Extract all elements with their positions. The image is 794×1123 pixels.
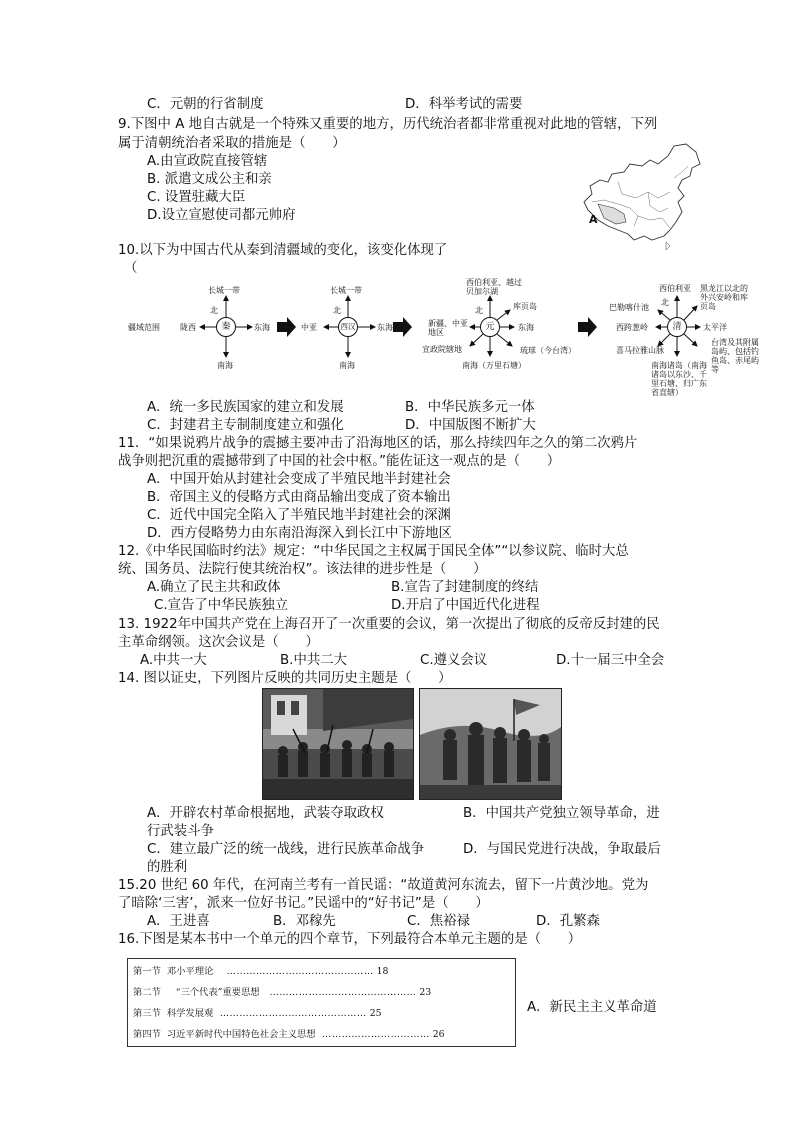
q10-option-a: A．统一多民族国家的建立和发展 [147,400,344,415]
q14-option-b: B．中国共产党独立领导革命，进 [463,806,660,821]
yuan-west-label: 新疆、中亚地区 [428,319,468,337]
q15-option-c: C．焦裕禄 [407,914,470,929]
qin-west-label: 陇西 [180,323,196,332]
q12-stem-line2: 统、国务员、法院行使其统治权”。该法律的进步性是（ ） [118,562,487,577]
qin-north-label: 长城一带 [208,286,240,295]
han-north-arrow: 北 [333,306,341,315]
diagram-row-label: 疆域范围 [128,323,160,332]
q11-stem-line2: 战争则把沉重的震撼带到了中国的社会中枢。”能佐证这一观点的是（ ） [118,454,561,469]
toc-page: 18 [376,966,389,977]
q14-option-c: C．建立最广泛的统一战线，进行民族革命战争 [147,842,425,857]
qing-southwest-label: 喜马拉雅山脉 [616,346,664,355]
qing-northwest-label: 巴勒喀什池 [609,303,649,312]
q13-stem-line2: 主革命纲领。这次会议是（ ） [118,635,319,650]
q14-option-b-cont: 行武装斗争 [147,824,214,839]
q14-option-d: D．与国民党进行决战，争取最后 [463,842,661,857]
q12-option-c: C.宣告了中华民族独立 [154,598,289,613]
toc-row-4: 第四节 习近平新时代中国特色社会主义思想 …………………………… 26 [133,1029,445,1040]
q9-option-d: D.设立宣慰使司都元帅府 [147,208,296,223]
q15-stem-line2: 了暗除‘三害’，派来一位好书记。”民谣中的“好书记”是（ ） [118,896,489,911]
yuan-northeast-label: 库页岛 [513,302,537,311]
q14-stem: 14. 图以证史，下列图片反映的共同历史主题是（ ） [118,671,452,686]
han-north-label: 长城一带 [330,286,362,295]
q10-option-d: D．中国版图不断扩大 [405,418,536,433]
toc-page: 25 [369,1008,382,1019]
yuan-southeast-label: 琉球（今台湾） [520,346,576,355]
qing-node: 清 [667,317,687,337]
toc-row-2: 第二节 “三个代表”重要思想 ……………………………………… 23 [133,987,432,998]
q15-option-d: D．孔繁森 [536,914,600,929]
qing-west-label: 西跨葱岭 [616,323,648,332]
qing-south-label: 南海诸岛（南海诸岛以东沙、千里石塘、归广东省直辖） [651,361,707,397]
han-node: 西汉 [338,317,358,337]
yuan-north-label: 西伯利亚、越过贝加尔湖 [466,278,522,296]
q10-option-c: C．封建君主专制制度建立和强化 [147,418,344,433]
q15-option-a: A．王进喜 [147,914,210,929]
toc-page: 23 [419,987,432,998]
qing-north-arrow: 北 [661,298,669,307]
q10-option-b: B．中华民族多元一体 [405,400,535,415]
map-label-a: A [589,213,598,226]
q15-option-b: B．邓稼先 [273,914,336,929]
toc-title: “三个代表”重要思想 [175,987,260,998]
qin-south-label: 南海 [217,361,233,370]
territory-diagram-lines [0,0,794,420]
q9-stem-line1: 9.下图中 A 地自古就是一个特殊又重要的地方，历代统治者都非常重视对此地的管辖，下列 [118,117,658,132]
toc-row-1: 第一节 邓小平理论 ……………………………………… 18 [133,966,389,977]
q16-stem: 16.下图是某本书中一个单元的四个章节，下列最符合本单元主题的是（ ） [118,932,582,947]
qing-northeast-label: 黑龙江以北的外兴安岭和库页岛 [700,284,748,311]
qin-north-arrow: 北 [210,306,218,315]
toc-section: 第三节 [133,1008,161,1019]
photo-red-army [419,688,562,800]
yuan-east-label: 东海 [518,323,534,332]
q9-option-b: B. 派遣文成公主和亲 [147,172,272,187]
q11-option-a: A．中国开始从封建社会变成了半殖民地半封建社会 [147,472,451,487]
q12-option-a: A.确立了民主共和政体 [147,580,281,595]
yuan-southwest-label: 宣政院辖地 [422,345,462,354]
q13-option-a: A.中共一大 [140,653,207,668]
q13-option-b: B.中共二大 [280,653,348,668]
q12-option-b: B.宣告了封建制度的终结 [391,580,539,595]
q16-option-a: A．新民主主义革命道 [527,1000,657,1015]
toc-title: 习近平新时代中国特色社会主义思想 [166,1029,316,1040]
q13-option-c: C.遵义会议 [420,653,488,668]
qing-north-label: 西伯利亚 [659,284,691,293]
q13-option-d: D.十一届三中全会 [556,653,665,668]
toc-section: 第二节 [133,987,161,998]
han-south-label: 南海 [339,361,355,370]
toc-section: 第四节 [133,1029,161,1040]
toc-section: 第一节 [133,966,161,977]
q14-option-d-cont: 的胜利 [147,860,188,875]
q9-option-a: A.由宣政院直接管辖 [147,154,268,169]
q11-option-d: D．西方侵略势力由东南沿海深入到长江中下游地区 [147,526,452,541]
q8-option-c: C．元朝的行省制度 [147,97,264,112]
q10-stem-line2: （ [124,261,138,276]
q13-stem-line1: 13. 1922年中国共产党在上海召开了一次重要的会议，第一次提出了彻底的反帝反封建的民 [118,617,660,632]
yuan-north-arrow: 北 [475,306,483,315]
q12-stem-line1: 12.《中华民国临时约法》规定：“中华民国之主权属于国民全体”“以参议院、临时大总 [118,544,629,559]
q12-option-d: D.开启了中国近代化进程 [391,598,540,613]
han-east-label: 东海 [377,323,393,332]
q11-stem-line1: 11．“如果说鸦片战争的震撼主要冲击了沿海地区的话，那么持续四年之久的第二次鸦片 [118,436,638,451]
q9-option-c: C. 设置驻藏大臣 [147,190,246,205]
q9-stem-line2: 属于清朝统治者采取的措施是（ ） [118,136,346,151]
toc-page: 26 [432,1029,445,1040]
qin-east-label: 东海 [254,323,270,332]
photo-uprising [262,688,414,800]
q10-stem-line1: 10.以下为中国古代从秦到清疆域的变化，该变化体现了 [118,243,448,258]
qing-east-label: 太平洋 [703,323,727,332]
table-of-contents [127,958,516,1047]
yuan-node: 元 [480,317,500,337]
qing-southeast-label: 台湾及其附属岛屿、包括钓鱼岛、赤尾屿等 [711,338,759,374]
q15-stem-line1: 15.20 世纪 60 年代，在河南兰考有一首民谣：“故道黄河东流去，留下一片黄沙地。党为 [118,878,649,893]
toc-row-3: 第三节 科学发展观 ……………………………………… 25 [133,1008,382,1019]
han-west-label: 中亚 [301,323,317,332]
toc-title: 邓小平理论 [166,966,214,977]
qin-node: 秦 [216,317,236,337]
q8-option-d: D．科举考试的需要 [405,97,523,112]
toc-title: 科学发展观 [166,1008,214,1019]
yuan-south-label: 南海（万里石塘） [462,361,526,370]
q11-option-c: C．近代中国完全陷入了半殖民地半封建社会的深渊 [147,508,451,523]
q14-option-a: A．开辟农村革命根据地，武装夺取政权 [147,806,384,821]
q11-option-b: B．帝国主义的侵略方式由商品输出变成了资本输出 [147,490,451,505]
